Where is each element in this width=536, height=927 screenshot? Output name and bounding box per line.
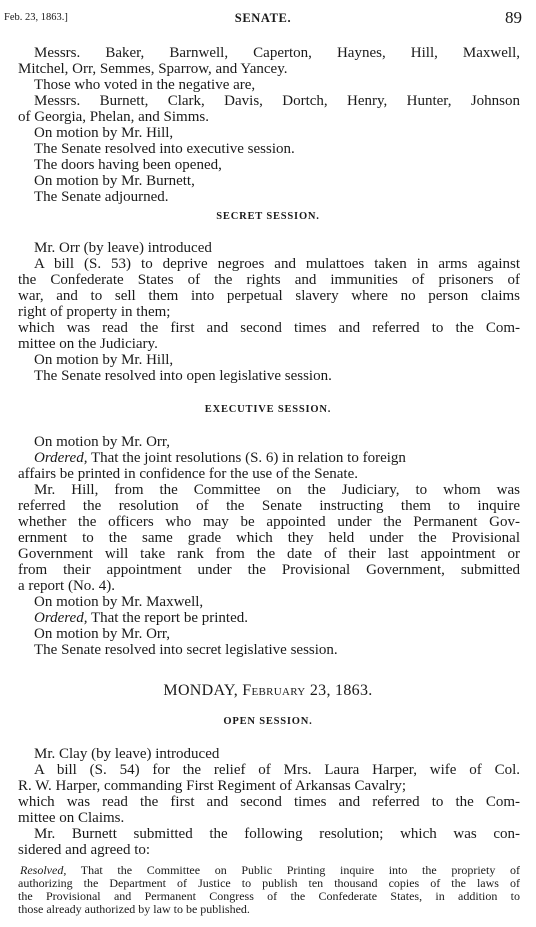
text-line: On motion by Mr. Orr, (34, 434, 171, 450)
date-heading: MONDAY, February 23, 1863. (163, 682, 373, 699)
resolved-word: Resolved, (20, 863, 67, 877)
text-line: The doors having been opened, (34, 157, 222, 173)
text-line: a report (No. 4). (18, 578, 116, 594)
text-line: On motion by Mr. Burnett, (34, 173, 195, 189)
header-date: Feb. 23, 1863.] (4, 12, 68, 23)
text-line: Ordered, That the report be printed. (34, 610, 248, 626)
text-line: The Senate resolved into open legislative session. (34, 368, 332, 384)
text-line: Ordered, That the joint resolutions (S. 6) in relation to foreign (34, 450, 406, 466)
text-line: Government will take rank from the date of their last appointment or (18, 546, 520, 562)
text-line: right of property in them; (18, 304, 171, 320)
text-line: On motion by Mr. Hill, (34, 352, 174, 368)
text-line: of Georgia, Phelan, and Simms. (18, 109, 209, 125)
page-header (4, 8, 522, 28)
ordered-word: Ordered, (34, 450, 88, 466)
text-line: Messrs. Burnett, Clark, Davis, Dortch, Henry, Hunter, Johnson (34, 93, 520, 109)
page-number: 89 (505, 8, 522, 27)
text-line: R. W. Harper, commanding First Regiment of Arkansas Cavalry; (18, 778, 407, 794)
text-line: The Senate resolved into secret legislative session. (34, 642, 338, 658)
text-line: referred the resolution of the Senate instructing them to inquire (18, 498, 520, 514)
text-line: A bill (S. 54) for the relief of Mrs. Laura Harper, wife of Col. (34, 762, 520, 778)
text-line: which was read the first and second times and referred to the Com- (18, 794, 520, 810)
resolution-line: the Provisional and Permanent Congress of the Confederate States, in addition to (18, 889, 520, 903)
resolution-line: those already authorized by law to be published. (18, 902, 250, 916)
text-line: whether the officers who may be appointed under the Permanent Gov- (18, 514, 520, 530)
text-line: mittee on the Judiciary. (18, 336, 158, 352)
text-line: The Senate adjourned. (34, 189, 169, 205)
text-line: On motion by Mr. Hill, (34, 125, 174, 141)
text-line: Mr. Burnett submitted the following resolution; which was con- (34, 826, 520, 842)
section-heading-open: OPEN SESSION. (223, 716, 313, 727)
text-line: Messrs. Baker, Barnwell, Caperton, Haynes, Hill, Maxwell, (34, 45, 520, 61)
section-heading-executive: EXECUTIVE SESSION. (204, 404, 332, 415)
ordered-word: Ordered, (34, 610, 88, 626)
text-line: from their appointment under the Provisional Government, submitted (18, 562, 520, 578)
text-line: Mitchel, Orr, Semmes, Sparrow, and Yancey. (18, 61, 288, 77)
text-line: On motion by Mr. Maxwell, (34, 594, 204, 610)
text-line: On motion by Mr. Orr, (34, 626, 171, 642)
text-line: the Confederate States of the rights and immunities of prisoners of (18, 272, 520, 288)
resolution-line: Resolved, That the Committee on Public Printing inquire into the propriety of (20, 863, 520, 877)
text-line: sidered and agreed to: (18, 842, 151, 858)
resolution-line: authorizing the Department of Justice to publish ten thousand copies of the laws of (18, 876, 520, 890)
text-line: which was read the first and second times and referred to the Com- (18, 320, 520, 336)
text-line: mittee on Claims. (18, 810, 125, 826)
text-line: Mr. Orr (by leave) introduced (34, 240, 212, 256)
text-line: Mr. Hill, from the Committee on the Judiciary, to whom was (34, 482, 520, 498)
section-heading-secret: SECRET SESSION. (216, 211, 320, 222)
text-line: war, and to sell them into perpetual slavery where no person claims (18, 288, 520, 304)
text-line: ernment to the same grade which they held under the Provisional (18, 530, 520, 546)
text-line: Mr. Clay (by leave) introduced (34, 746, 220, 762)
text-line: A bill (S. 53) to deprive negroes and mulattoes taken in arms against (34, 256, 520, 272)
text-line: Those who voted in the negative are, (34, 77, 256, 93)
text-line: affairs be printed in confidence for the use of the Senate. (18, 466, 359, 482)
text-line: The Senate resolved into executive session. (34, 141, 295, 157)
header-title: SENATE. (234, 11, 292, 25)
